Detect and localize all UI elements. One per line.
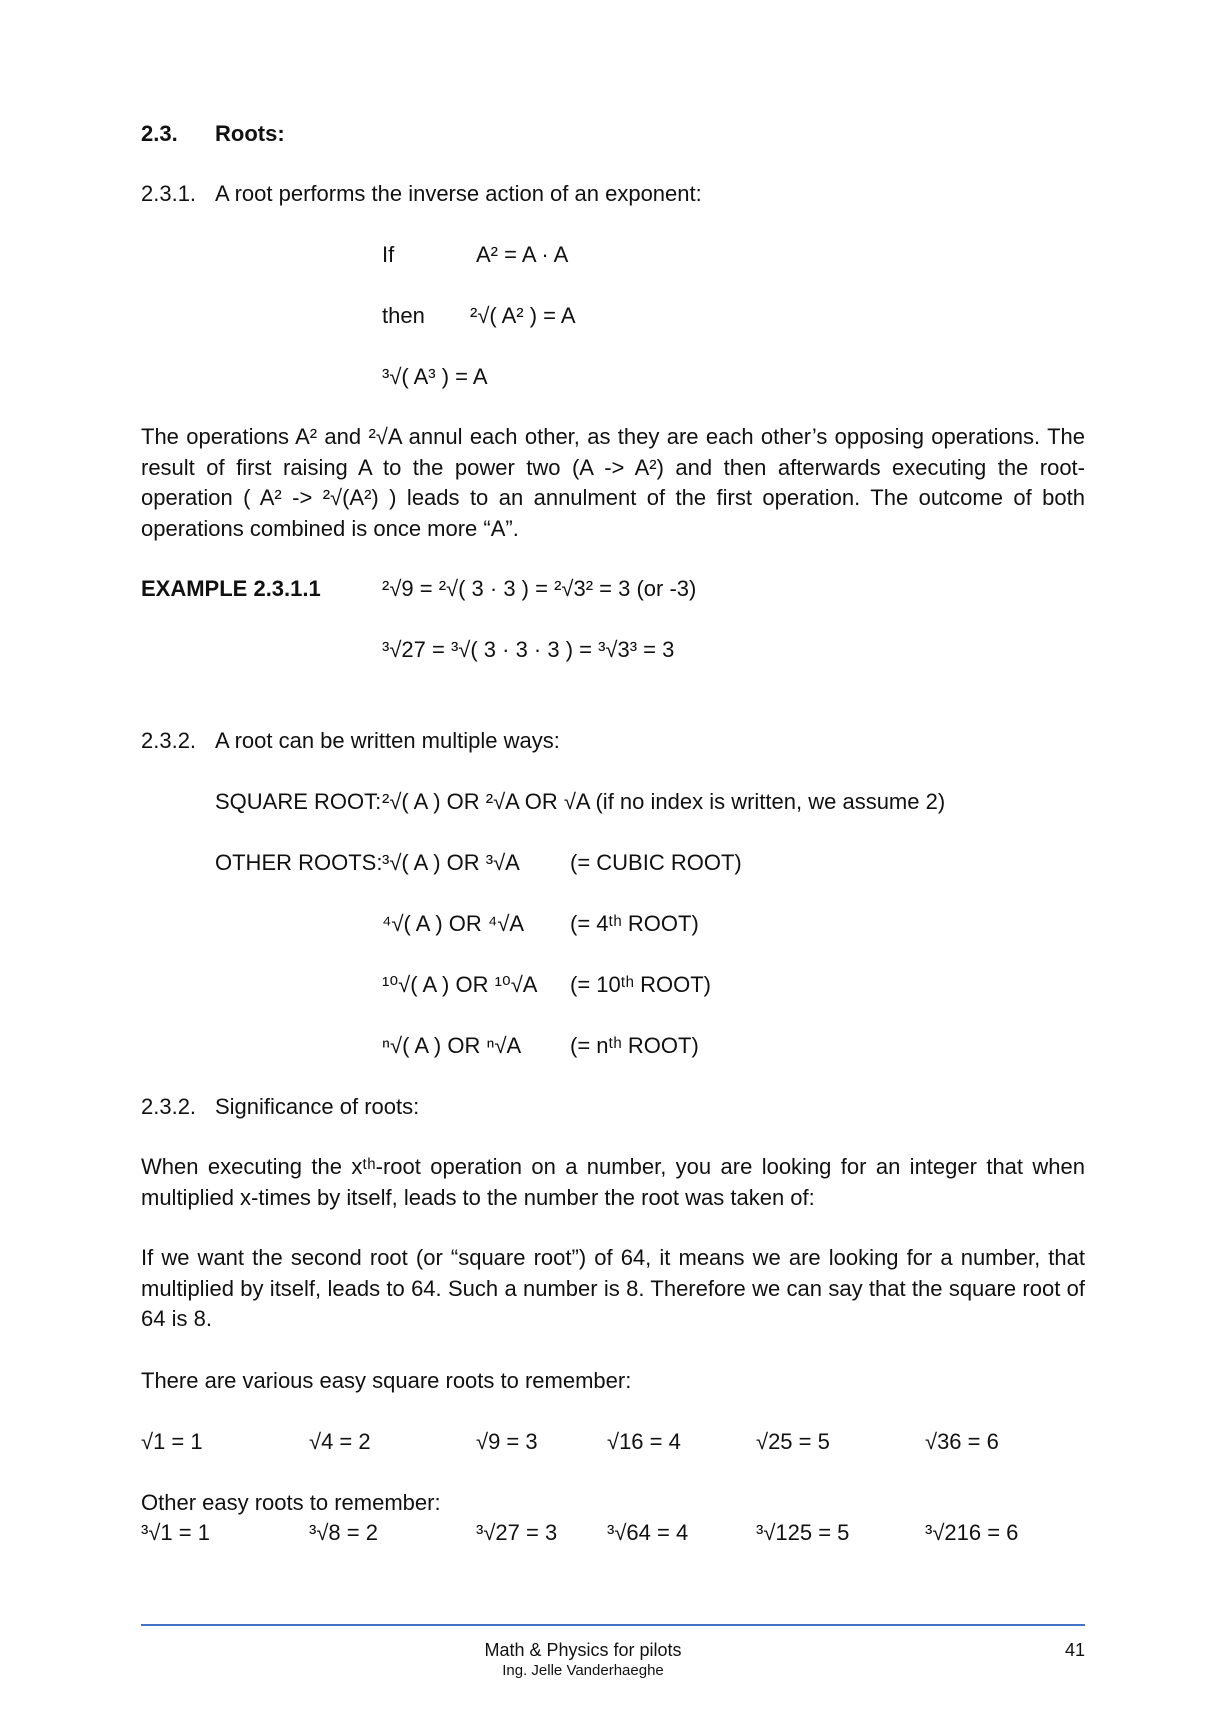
subsection-number: 2.3.1. [141, 181, 197, 206]
easy-cube-root: ³√8 = 2 [309, 1520, 378, 1545]
easy-square-root: √36 = 6 [925, 1429, 999, 1454]
root-note: (= nᵗʰ ROOT) [570, 1033, 699, 1058]
root-expression: ⁴√( A ) OR ⁴√A [382, 911, 525, 936]
easy-square-root: √1 = 1 [141, 1429, 203, 1454]
root-note: (= 10ᵗʰ ROOT) [570, 972, 712, 997]
easy-square-root: √16 = 4 [607, 1429, 681, 1454]
footer-author: Ing. Jelle Vanderhaeghe [502, 1662, 664, 1679]
square-root-expression: ²√( A ) OR ²√A OR √A (if no index is written, we assume 2) [382, 789, 946, 814]
then-expression: ²√( A² ) = A [470, 303, 576, 328]
subsection-number: 2.3.2. [141, 728, 197, 753]
footer-divider [141, 1624, 1085, 1626]
subsection-title: A root can be written multiple ways: [215, 728, 560, 753]
section-number: 2.3. [141, 121, 178, 146]
easy-cube-root: ³√125 = 5 [756, 1520, 850, 1545]
easy-cube-root: ³√1 = 1 [141, 1520, 210, 1545]
example-cube-root: ³√27 = ³√( 3 · 3 · 3 ) = ³√3³ = 3 [382, 637, 675, 662]
operations-paragraph: The operations A² and ²√A annul each other, as they are each other’s opposing operations. The result of first raising A to the power two (A -> A²) and then afterwards executing the root-operation ( A² -> ²√(A²) ) leads to an annulment of the first operation. The outcome of both operations combined is once more “A”. [141, 424, 1085, 541]
root-expression: ³√( A ) OR ³√A [382, 850, 520, 875]
root-expression: ¹⁰√( A ) OR ¹⁰√A [382, 972, 538, 997]
easy-cube-root: ³√64 = 4 [607, 1520, 689, 1545]
root-expression: ⁿ√( A ) OR ⁿ√A [382, 1033, 522, 1058]
root-note: (= CUBIC ROOT) [570, 850, 742, 875]
easy-square-root: √25 = 5 [756, 1429, 830, 1454]
square-root-64-paragraph: If we want the second root (or “square root”) of 64, it means we are looking for a number, that multiplied by itself, leads to 64. Such a number is 8. Therefore we can say that the square root of 64 is 8. [141, 1245, 1085, 1331]
example-square-root: ²√9 = ²√( 3 · 3 ) = ²√3² = 3 (or -3) [382, 576, 697, 601]
section-title: Roots: [215, 121, 285, 146]
cube-expression: ³√( A³ ) = A [382, 364, 488, 389]
subsection-title: A root performs the inverse action of an exponent: [215, 181, 702, 206]
page-number: 41 [1064, 1640, 1085, 1660]
easy-square-root: √9 = 3 [476, 1429, 538, 1454]
other-easy-roots-intro: Other easy roots to remember: [141, 1490, 441, 1515]
if-expression: A² = A · A [476, 242, 569, 267]
footer-title: Math & Physics for pilots [484, 1640, 682, 1660]
example-label: EXAMPLE 2.3.1.1 [141, 576, 321, 601]
then-label: then [382, 303, 425, 328]
root-note: (= 4ᵗʰ ROOT) [570, 911, 699, 936]
other-roots-label: OTHER ROOTS: [215, 850, 383, 875]
subsection-number: 2.3.2. [141, 1094, 197, 1119]
easy-cube-root: ³√27 = 3 [476, 1520, 558, 1545]
easy-roots-intro: There are various easy square roots to remember: [141, 1368, 632, 1393]
subsection-title: Significance of roots: [215, 1094, 420, 1119]
easy-cube-root: ³√216 = 6 [925, 1520, 1019, 1545]
if-label: If [382, 242, 395, 267]
significance-paragraph: When executing the xᵗʰ-root operation on a number, you are looking for an integer that when multiplied x-times by itself, leads to the number the root was taken of: [141, 1154, 1085, 1210]
easy-square-root: √4 = 2 [309, 1429, 371, 1454]
square-root-label: SQUARE ROOT: [215, 789, 382, 814]
